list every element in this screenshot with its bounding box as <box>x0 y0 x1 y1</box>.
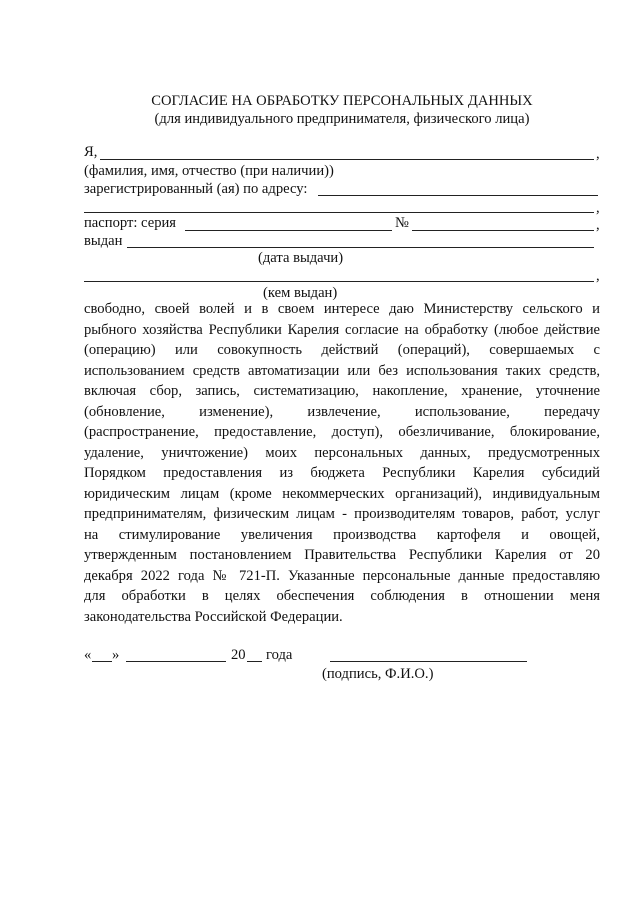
consent-body-text <box>84 299 600 627</box>
body-line: Порядком предоставления из бюджета Республики Карелия субсидий <box>84 465 600 481</box>
body-line: (операцию) или совокупность действий (операций), совершаемых с <box>84 342 600 358</box>
passport-series-field-line[interactable] <box>185 230 392 231</box>
signature-field-line[interactable] <box>330 661 527 662</box>
body-line: декабря 2022 года № 721-П. Указанные персональные данные предоставляю <box>84 567 600 584</box>
comma-3: , <box>596 217 600 233</box>
body-line: свободно, своей волей и в своем интересе даю Министерству сельского и <box>84 301 600 317</box>
issued-by-field-line[interactable] <box>84 281 594 282</box>
signature-hint: (подпись, Ф.И.О.) <box>322 666 434 682</box>
passport-number-label: № <box>395 215 409 231</box>
date-open-quote: « <box>84 647 92 663</box>
body-line: (распространение, предоставление, доступ), обезличивание, блокирование, <box>84 424 600 440</box>
ya-label: Я, <box>84 144 98 160</box>
body-line: юридическим лицам (кроме некоммерческих организаций), индивидуальным <box>84 485 600 502</box>
fio-hint: (фамилия, имя, отчество (при наличии)) <box>84 163 334 179</box>
body-line: удаление, уничтожение) моих персональных данных, предусмотренных <box>84 444 600 461</box>
body-line: включая сбор, запись, систематизацию, накопление, хранение, уточнение <box>84 383 600 399</box>
address-field-line-2[interactable] <box>84 212 594 213</box>
body-line: (обновление, изменение), извлечение, использование, передачу <box>84 403 600 420</box>
comma-1: , <box>596 146 600 162</box>
body-line: на стимулирование увеличения производства картофеля и овощей, <box>84 526 600 543</box>
passport-series-label: паспорт: серия <box>84 215 177 231</box>
body-line: для обработки в целях обеспечения соблюдения в отношении меня <box>84 588 600 604</box>
year-prefix: 20 <box>231 647 246 663</box>
address-label: зарегистрированный (ая) по адресу: <box>84 181 308 197</box>
comma-4: , <box>596 268 600 284</box>
date-close-quote: » <box>112 647 120 663</box>
body-line: законодательства Российской Федерации. <box>84 608 343 625</box>
year-suffix: года <box>266 647 293 663</box>
issued-by-hint: (кем выдан) <box>263 285 338 301</box>
body-line: использованием средств автоматизации или без использования таких средств, <box>84 362 600 379</box>
document-subtitle: (для индивидуального предпринимателя, физического лица) <box>154 111 530 127</box>
day-field-line[interactable] <box>92 661 112 662</box>
fio-field-line[interactable] <box>100 159 594 160</box>
document-title: СОГЛАСИЕ НА ОБРАБОТКУ ПЕРСОНАЛЬНЫХ ДАННЫХ <box>151 93 533 109</box>
year-field-line[interactable] <box>247 661 262 662</box>
issued-field-line[interactable] <box>127 247 594 248</box>
body-line: предпринимателям, физическим лицам - производителям товаров, работ, услуг <box>84 506 600 522</box>
issued-label: выдан <box>84 233 123 249</box>
month-field-line[interactable] <box>126 661 226 662</box>
issue-date-hint: (дата выдачи) <box>258 250 344 266</box>
body-line: рыбного хозяйства Республики Карелия согласие на обработку (любое действие <box>84 321 600 338</box>
body-line: утвержденным постановлением Правительства Республики Карелия от 20 <box>84 547 600 563</box>
comma-2: , <box>596 200 600 216</box>
passport-number-field-line[interactable] <box>412 230 594 231</box>
address-field-line-1[interactable] <box>318 195 598 196</box>
